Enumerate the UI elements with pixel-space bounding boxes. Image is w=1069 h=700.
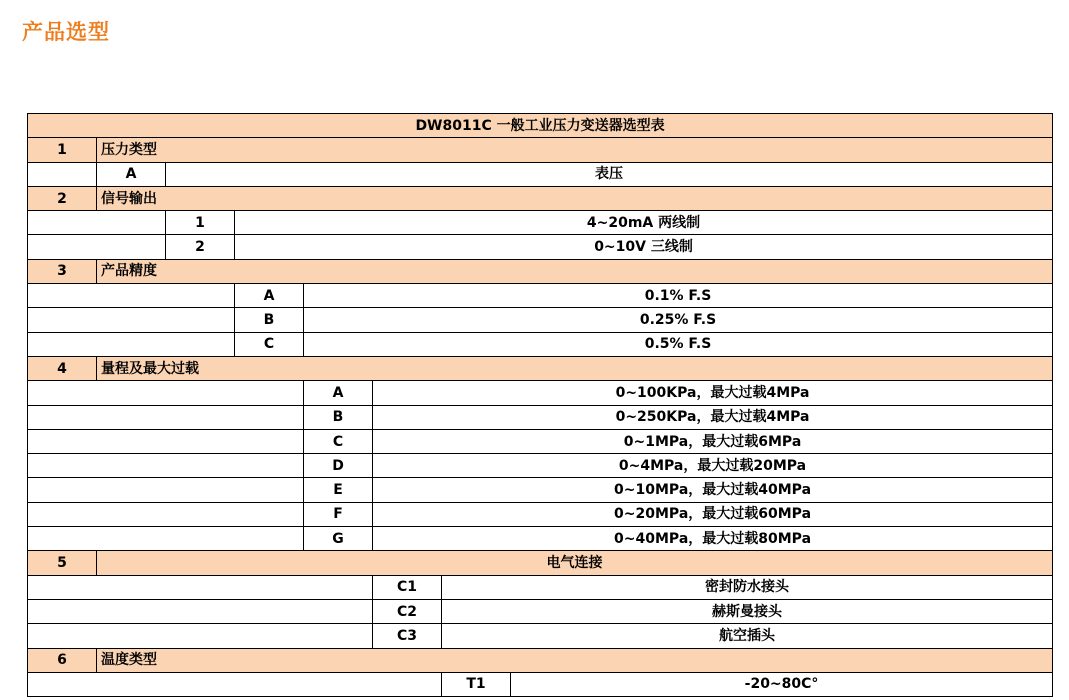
option-row — [28, 308, 1053, 332]
option-description: 0~4MPa，最大过载20MPa — [373, 454, 1053, 478]
selection-table — [27, 113, 1053, 697]
option-row — [28, 624, 1053, 648]
option-description: 0.5% F.S — [304, 332, 1053, 356]
option-code: A — [97, 162, 166, 186]
option-code: E — [304, 478, 373, 502]
group-name: 温度类型 — [97, 648, 1053, 672]
option-row — [28, 478, 1053, 502]
group-header-row — [28, 648, 1053, 672]
option-description: 4~20mA 两线制 — [235, 211, 1053, 235]
indent-cell — [28, 575, 373, 599]
option-description: 赫斯曼接头 — [442, 599, 1053, 623]
indent-cell — [28, 599, 373, 623]
option-code: F — [304, 502, 373, 526]
option-description: 0~10MPa，最大过载40MPa — [373, 478, 1053, 502]
option-code: C2 — [373, 599, 442, 623]
indent-cell — [28, 381, 304, 405]
group-header-row — [28, 186, 1053, 210]
option-code: C3 — [373, 624, 442, 648]
option-row — [28, 381, 1053, 405]
option-code: B — [235, 308, 304, 332]
option-row — [28, 575, 1053, 599]
indent-cell — [28, 284, 235, 308]
indent-cell — [28, 478, 304, 502]
indent-cell — [28, 162, 97, 186]
option-row — [28, 429, 1053, 453]
indent-cell — [28, 211, 166, 235]
option-description: 0~100KPa，最大过载4MPa — [373, 381, 1053, 405]
indent-cell — [28, 235, 166, 259]
option-description: 0.25% F.S — [304, 308, 1053, 332]
group-header-row — [28, 356, 1053, 380]
indent-cell — [28, 672, 442, 696]
indent-cell — [28, 332, 235, 356]
option-description: 0~20MPa，最大过载60MPa — [373, 502, 1053, 526]
table-caption: DW8011C 一般工业压力变送器选型表 — [28, 114, 1053, 138]
option-description: 密封防水接头 — [442, 575, 1053, 599]
group-name: 电气连接 — [97, 551, 1053, 575]
option-row — [28, 454, 1053, 478]
option-description: 0~10V 三线制 — [235, 235, 1053, 259]
option-row — [28, 162, 1053, 186]
option-description: 航空插头 — [442, 624, 1053, 648]
option-code: D — [304, 454, 373, 478]
indent-cell — [28, 405, 304, 429]
option-code: C — [235, 332, 304, 356]
option-code: 1 — [166, 211, 235, 235]
group-number: 2 — [28, 186, 97, 210]
option-row — [28, 527, 1053, 551]
group-name: 信号输出 — [97, 186, 1053, 210]
table-caption-row — [28, 114, 1053, 138]
option-row — [28, 599, 1053, 623]
option-code: B — [304, 405, 373, 429]
option-row — [28, 235, 1053, 259]
option-code: 2 — [166, 235, 235, 259]
group-number: 6 — [28, 648, 97, 672]
option-code: G — [304, 527, 373, 551]
option-code: A — [235, 284, 304, 308]
indent-cell — [28, 502, 304, 526]
option-row — [28, 672, 1053, 696]
group-number: 3 — [28, 259, 97, 283]
option-code: A — [304, 381, 373, 405]
indent-cell — [28, 454, 304, 478]
option-code: C — [304, 429, 373, 453]
option-description: 表压 — [166, 162, 1053, 186]
group-number: 5 — [28, 551, 97, 575]
group-header-row — [28, 259, 1053, 283]
group-name: 量程及最大过载 — [97, 356, 1053, 380]
option-description: 0~250KPa，最大过载4MPa — [373, 405, 1053, 429]
group-number: 1 — [28, 138, 97, 162]
option-row — [28, 502, 1053, 526]
indent-cell — [28, 624, 373, 648]
option-code: T1 — [442, 672, 511, 696]
group-number: 4 — [28, 356, 97, 380]
option-row — [28, 332, 1053, 356]
indent-cell — [28, 429, 304, 453]
group-header-row — [28, 138, 1053, 162]
indent-cell — [28, 308, 235, 332]
option-description: 0~40MPa，最大过载80MPa — [373, 527, 1053, 551]
option-description: 0~1MPa，最大过载6MPa — [373, 429, 1053, 453]
option-row — [28, 405, 1053, 429]
group-name: 产品精度 — [97, 259, 1053, 283]
group-name: 压力类型 — [97, 138, 1053, 162]
option-description: -20~80C° — [511, 672, 1053, 696]
option-description: 0.1% F.S — [304, 284, 1053, 308]
option-row — [28, 284, 1053, 308]
page-title: 产品选型 — [22, 20, 110, 44]
indent-cell — [28, 527, 304, 551]
option-code: C1 — [373, 575, 442, 599]
option-row — [28, 211, 1053, 235]
group-header-row — [28, 551, 1053, 575]
